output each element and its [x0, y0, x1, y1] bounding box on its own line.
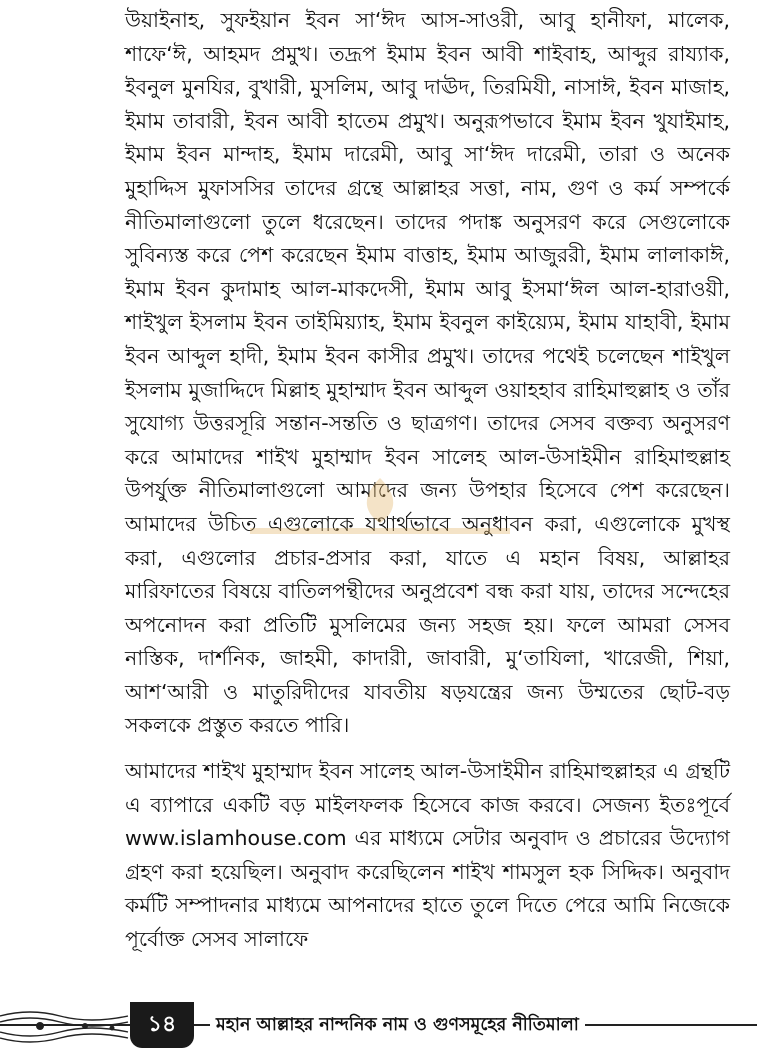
page-body	[125, 4, 730, 957]
running-title: মহান আল্লাহর নান্দনিক নাম ও গুণসমূহের নীতিমালা	[210, 1012, 585, 1041]
page-footer	[0, 1000, 757, 1053]
page-number: ১৪	[130, 1002, 194, 1048]
paragraph-1: উয়াইনাহ, সুফইয়ান ইবন সা‘ঈদ আস-সাওরী, আবু হানীফা, মালেক, শাফে‘ঈ, আহমদ প্রমুখ। তদ্রূপ ইমাম ইবন আবী শাইবাহ, আব্দুর রায্যাক, ইবনুল মুনযির, বুখারী, মুসলিম, আবু দাঊদ, তিরমিযী, নাসাঈ, ইবন মাজাহ, ইমাম তাবারী, ইবন আবী হাতেম প্রমুখ। অনুরূপভাবে ইমাম ইবন খুযাইমাহ, ইমাম ইবন মান্দাহ, ইমাম দারেমী, আবু সা‘ঈদ দারেমী, তারা ও অনেক মুহাদ্দিস মুফাসসির তাদের গ্রন্থে আল্লাহর সত্তা, নাম, গুণ ও কর্ম সম্পর্কে নীতিমালাগুলো তুলে ধরেছেন। তাদের পদাঙ্ক অনুসরণ করে সেগুলোকে সুবিন্যস্ত করে পেশ করেছেন ইমাম বাত্তাহ, ইমাম আজুররী, ইমাম লালাকাঈ, ইমাম ইবন কুদামাহ আল-মাকদেসী, ইমাম আবু ইসমা‘ঈল আল-হারাওয়ী, শাইখুল ইসলাম ইবন তাইমিয়্যাহ, ইমাম ইবনুল কাইয়্যেম, ইমাম যাহাবী, ইমাম ইবন আব্দুল হাদী, ইমাম ইবন কাসীর প্রমুখ। তাদের পথেই চলেছেন শাইখুল ইসলাম মুজাদ্দিদে মিল্লাহ মুহাম্মাদ ইবন আব্দুল ওয়াহহাব রাহিমাহুল্লাহ ও তাঁর সুযোগ্য উত্তরসূরি সন্তান-সন্ততি ও ছাত্রগণ। তাদের সেসব বক্তব্য অনুসরণ করে আমাদের শাইখ মুহাম্মাদ ইবন সালেহ আল-উসাইমীন রাহিমাহুল্লাহ উপর্যুক্ত নীতিমালাগুলো আমাদের জন্য উপহার হিসেবে পেশ করেছেন। আমাদের উচিত এগুলোকে যথার্থভাবে অনুধাবন করা, এগুলোকে মুখস্থ করা, এগুলোর প্রচার-প্রসার করা, যাতে এ মহান বিষয়, আল্লাহর মারিফাতের বিষয়ে বাতিলপন্থীদের অনুপ্রবেশ বন্ধ করা যায়, তাদের সন্দেহের অপনোদন করা প্রতিটি মুসলিমের জন্য সহজ হয়। ফলে আমরা সেসব নাস্তিক, দার্শনিক, জাহমী, কাদারী, জাবারী, মু‘তাযিলা, খারেজী, শিয়া, আশ‘আরী ও মাতুরিদীদের যাবতীয় ষড়যন্ত্রের জন্য উম্মতের ছোট-বড় সকলকে প্রস্তুত করতে পারি।	[125, 8, 730, 738]
paragraph-2: আমাদের শাইখ মুহাম্মাদ ইবন সালেহ আল-উসাইমীন রাহিমাহুল্লাহর এ গ্রন্থটি এ ব্যাপারে একটি বড় মাইলফলক হিসেবে কাজ করবে। সেজন্য ইতঃপূর্বে www.islamhouse.com এর মাধ্যমে সেটার অনুবাদ ও প্রচারের উদ্যোগ গ্রহণ করা হয়েছিল। অনুবাদ করেছিলেন শাইখ শামসুল হক সিদ্দিক। অনুবাদ কর্মটি সম্পাদনার মাধ্যমে আপনাদের হাতে তুলে দিতে পেরে আমি নিজেকে পূর্বোক্ত সেসব সালাফে	[125, 759, 730, 952]
